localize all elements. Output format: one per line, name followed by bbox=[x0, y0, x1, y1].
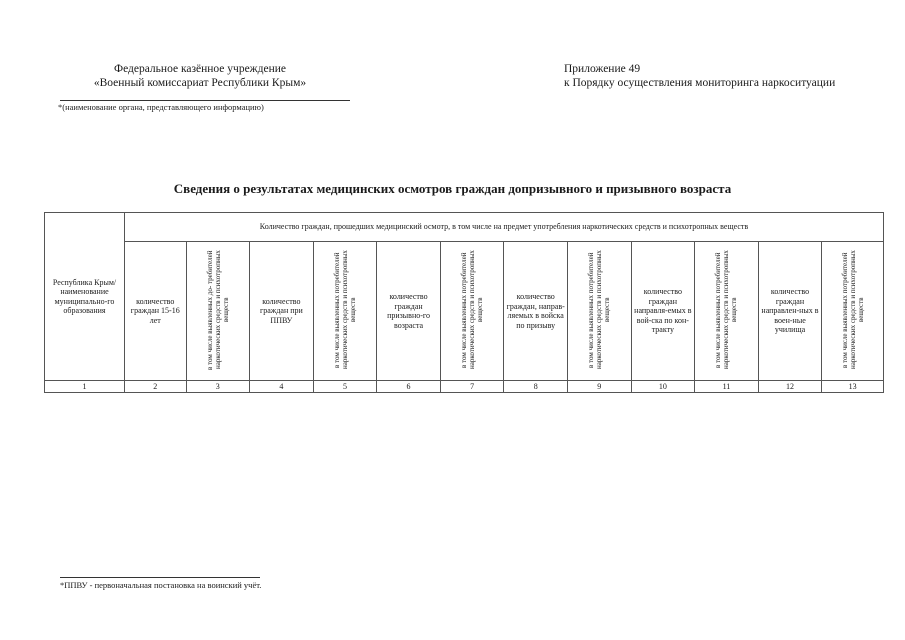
org-name-line1: Федеральное казённое учреждение bbox=[113, 63, 286, 75]
column-header-label: в том числе выявленных потребителей наркотических средств и психотропных веществ bbox=[714, 250, 739, 370]
column-number-8: 8 bbox=[504, 381, 568, 393]
column-header-label: количество граждан призывно-го возраста bbox=[387, 292, 430, 330]
column-number-5: 5 bbox=[313, 381, 377, 393]
column-number-1: 1 bbox=[45, 381, 125, 393]
column-header-label: в том числе выявленных потребителей наркотических средств и психотропных веществ bbox=[587, 250, 612, 370]
column-header-label: количество граждан, направ-ляемых в войска по призыву bbox=[506, 292, 565, 330]
column-header-label: количество граждан направля-емых в вой-ска по кон-тракту bbox=[634, 287, 692, 335]
report-table bbox=[44, 212, 884, 393]
column-header-12 bbox=[758, 242, 822, 381]
column-number-12: 12 bbox=[758, 381, 822, 393]
first-column-header: Республика Крым/ наименование муниципально-го образования bbox=[45, 213, 125, 381]
column-number-10: 10 bbox=[631, 381, 695, 393]
column-number-3: 3 bbox=[186, 381, 250, 393]
column-header-2 bbox=[124, 242, 186, 381]
column-header-7 bbox=[440, 242, 504, 381]
column-header-11 bbox=[695, 242, 759, 381]
table-header-row bbox=[45, 213, 884, 242]
column-number-9: 9 bbox=[567, 381, 631, 393]
column-header-row bbox=[45, 242, 884, 381]
document-title: Сведения о результатах медицинских осмотров граждан допризывного и призывного возраста bbox=[173, 181, 732, 196]
column-header-label: в том числе выявленных потребителей наркотических средств и психотропных веществ bbox=[460, 250, 485, 370]
footnote-rule bbox=[60, 577, 260, 578]
appendix-header bbox=[564, 62, 835, 90]
column-number-7: 7 bbox=[440, 381, 504, 393]
column-header-label: в том числе выявленных до- требителей наркотических средств и психотропных веществ bbox=[205, 250, 230, 370]
column-header-label: количество граждан при ППВУ bbox=[259, 296, 303, 325]
column-header-6 bbox=[377, 242, 441, 381]
column-number-4: 4 bbox=[250, 381, 314, 393]
column-header-5 bbox=[313, 242, 377, 381]
column-header-label: в том числе выявленных потребителей наркотических средств и психотропных веществ bbox=[332, 250, 357, 370]
table-body bbox=[45, 213, 884, 393]
column-header-3 bbox=[186, 242, 250, 381]
column-header-8 bbox=[504, 242, 568, 381]
column-header-9 bbox=[567, 242, 631, 381]
column-number-13: 13 bbox=[822, 381, 884, 393]
org-underline bbox=[60, 100, 350, 101]
span-header: Количество граждан, прошедших медицинский осмотр, в том числе на предмет употребления наркотических средств и психотропных веществ bbox=[124, 213, 883, 242]
appendix-line2: к Порядку осуществления мониторинга наркоситуации bbox=[564, 77, 836, 89]
org-note: *(наименование органа, представляющего информацию) bbox=[58, 102, 264, 112]
column-header-13 bbox=[822, 242, 884, 381]
column-number-6: 6 bbox=[377, 381, 441, 393]
appendix-line1: Приложение 49 bbox=[564, 63, 641, 75]
column-header-label: количество граждан направлен-ных в воен-ные училища bbox=[761, 287, 819, 335]
column-header-label: в том числе выявленных потребителей наркотических средств и психотропных веществ bbox=[840, 250, 865, 370]
org-name-line2: «Военный комиссариат Республики Крым» bbox=[93, 77, 307, 89]
column-header-4 bbox=[250, 242, 314, 381]
column-header-label: количество граждан 15-16 лет bbox=[130, 296, 180, 325]
column-header-10 bbox=[631, 242, 695, 381]
column-number-11: 11 bbox=[695, 381, 759, 393]
org-header bbox=[60, 62, 340, 90]
column-number-row bbox=[45, 381, 884, 393]
footnote: *ППВУ - первоначальная постановка на воинский учёт. bbox=[60, 580, 262, 590]
column-number-2: 2 bbox=[124, 381, 186, 393]
